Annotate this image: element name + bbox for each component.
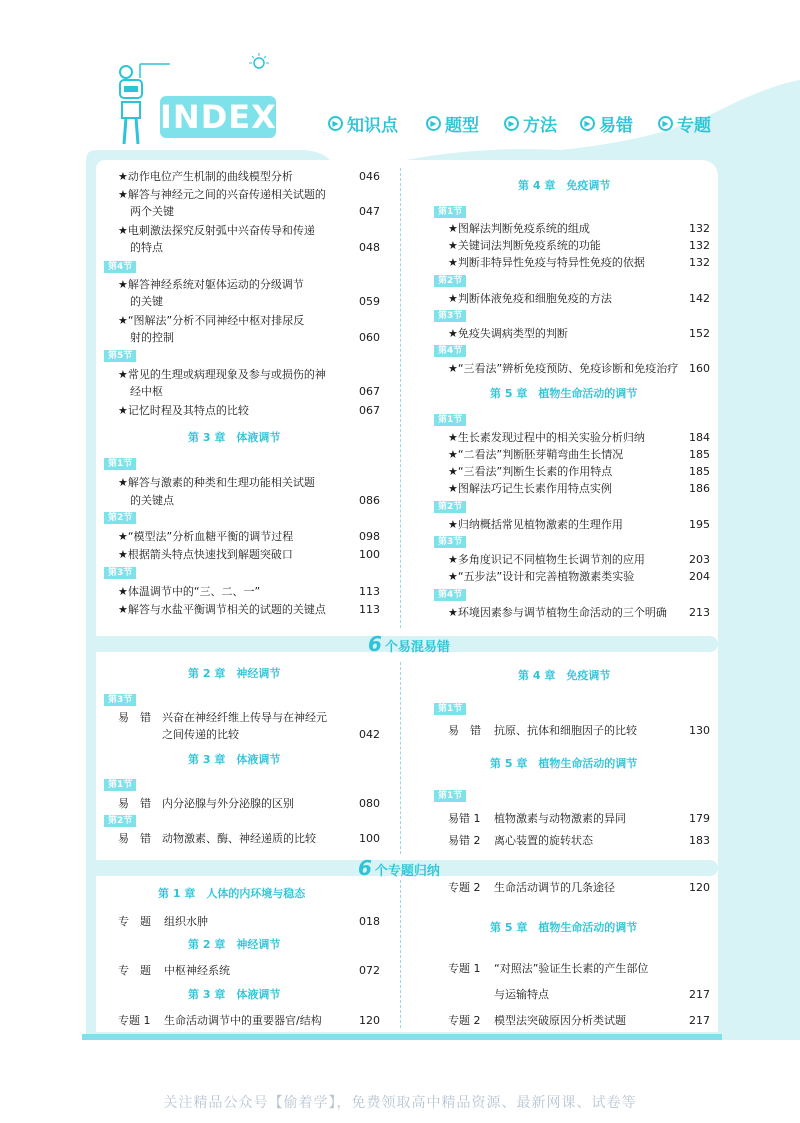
toc-entry[interactable]: “对照法”验证生长素的产生部位 [494, 962, 649, 975]
toc-entry-cont: 射的控制 [130, 331, 174, 344]
toc-entry[interactable]: ★解答与水盐平衡调节相关的试题的关键点 [118, 603, 326, 616]
page-number: 195 [689, 518, 710, 531]
page-number: 120 [689, 881, 710, 894]
page-number: 046 [359, 170, 380, 183]
toc-entry[interactable]: ★多角度识记不同植物生长调节剂的应用 [448, 553, 645, 566]
page-number: 060 [359, 331, 380, 344]
toc-entry[interactable]: ★体温调节中的“三、二、一” [118, 585, 261, 598]
band-title [358, 856, 440, 880]
lightbulb-icon [248, 52, 270, 74]
page-number: 120 [359, 1014, 380, 1027]
page-number: 184 [689, 431, 710, 444]
toc-entry-cont: 的特点 [130, 241, 163, 254]
nav-item-topic[interactable] [658, 112, 711, 134]
toc-entry[interactable]: 抗原、抗体和细胞因子的比较 [494, 724, 637, 737]
page-number: 204 [689, 570, 710, 583]
toc-entry[interactable]: ★图解法巧记生长素作用特点实例 [448, 482, 612, 495]
page-number: 213 [689, 606, 710, 619]
entry-tag: 专 题 [118, 915, 151, 928]
nav-label: 方法 [523, 115, 557, 136]
chapter-heading: 第 2 章 神经调节 [188, 938, 281, 951]
toc-entry[interactable]: ★环境因素参与调节植物生命活动的三个明确 [448, 606, 667, 619]
chapter-heading: 第 4 章 免疫调节 [518, 669, 611, 682]
toc-entry[interactable]: ★解答与激素的种类和生理功能相关试题 [118, 476, 315, 489]
entry-tag: 易 错 [118, 797, 151, 810]
toc-entry[interactable]: 模型法突破原因分析类试题 [494, 1014, 626, 1027]
play-circle-icon: ▶ [580, 116, 595, 131]
page-number: 113 [359, 585, 380, 598]
section-tag: 第2节 [104, 512, 136, 524]
toc-entry[interactable]: ★“三看法”辨析免疫预防、免疫诊断和免疫治疗 [448, 362, 679, 375]
nav-item-question-type[interactable] [426, 112, 479, 134]
entry-tag: 易 错 [448, 724, 481, 737]
chapter-heading: 第 5 章 植物生命活动的调节 [490, 387, 638, 400]
band-number: 6 [368, 632, 382, 656]
toc-entry[interactable]: ★判断非特异性免疫与特异性免疫的依据 [448, 256, 645, 269]
toc-entry[interactable]: ★常见的生理或病理现象及参与或损伤的神 [118, 368, 326, 381]
page-number: 130 [689, 724, 710, 737]
page-number: 100 [359, 548, 380, 561]
nav-label: 知识点 [347, 115, 398, 136]
section-band-topics [90, 856, 718, 880]
toc-entry[interactable]: 生命活动调节的几条途径 [494, 881, 615, 894]
page-number: 179 [689, 812, 710, 825]
section-tag: 第1节 [434, 790, 466, 802]
page-number: 042 [359, 728, 380, 741]
toc-entry[interactable]: ★根据箭头特点快速找到解题突破口 [118, 548, 293, 561]
page-number: 067 [359, 404, 380, 417]
toc-entry[interactable]: ★记忆时程及其特点的比较 [118, 404, 249, 417]
chapter-heading: 第 3 章 体液调节 [188, 431, 281, 444]
chapter-heading: 第 3 章 体液调节 [188, 988, 281, 1001]
page-number: 217 [689, 988, 710, 1001]
toc-entry[interactable]: 生命活动调节中的重要器官/结构 [164, 1014, 322, 1027]
toc-entry[interactable]: ★判断体液免疫和细胞免疫的方法 [448, 292, 612, 305]
nav-label: 专题 [677, 115, 711, 136]
toc-entry[interactable]: 内分泌腺与外分泌腺的区别 [162, 797, 294, 810]
play-circle-icon: ▶ [426, 116, 441, 131]
page-number: 142 [689, 292, 710, 305]
section-tag: 第1节 [434, 414, 466, 426]
chapter-heading: 第 2 章 神经调节 [188, 667, 281, 680]
page-number: 048 [359, 241, 380, 254]
toc-entry-cont: 的关键 [130, 295, 163, 308]
page-number: 132 [689, 256, 710, 269]
nav-item-knowledge[interactable] [328, 112, 398, 134]
toc-entry[interactable]: ★动作电位产生机制的曲线模型分析 [118, 170, 293, 183]
page-number: 086 [359, 494, 380, 507]
entry-tag: 专题 1 [118, 1014, 151, 1027]
nav-label: 易错 [599, 115, 633, 136]
toc-entry-cont: 两个关键 [130, 205, 174, 218]
toc-entry[interactable]: 兴奋在神经纤维上传导与在神经元 [162, 711, 327, 724]
page-number: 072 [359, 964, 380, 977]
toc-entry[interactable]: ★归纳概括常见植物激素的生理作用 [448, 518, 623, 531]
play-circle-icon: ▶ [504, 116, 519, 131]
toc-entry[interactable]: ★“图解法”分析不同神经中枢对排尿反 [118, 314, 305, 327]
toc-entry-cont: 与运输特点 [494, 988, 549, 1001]
section-tag: 第5节 [104, 350, 136, 362]
entry-tag: 易错 1 [448, 812, 481, 825]
section-tag: 第4节 [104, 261, 136, 273]
index-title: INDEX [160, 98, 277, 136]
section-tag: 第4节 [434, 589, 466, 601]
column-divider [400, 662, 402, 854]
section-tag: 第1节 [104, 458, 136, 470]
section-tag: 第3节 [104, 694, 136, 706]
chapter-heading: 第 3 章 体液调节 [188, 753, 281, 766]
entry-tag: 易错 2 [448, 834, 481, 847]
entry-tag: 专 题 [118, 964, 151, 977]
entry-tag: 易 错 [118, 711, 151, 724]
page-number: 100 [359, 832, 380, 845]
entry-tag: 专题 1 [448, 962, 481, 975]
section-tag: 第4节 [434, 345, 466, 357]
section-tag: 第1节 [434, 703, 466, 715]
column-divider [400, 168, 402, 628]
entry-tag: 专题 2 [448, 881, 481, 894]
section-tag: 第2节 [434, 501, 466, 513]
toc-entry[interactable]: 中枢神经系统 [164, 964, 230, 977]
toc-entry[interactable]: ★“五步法”设计和完善植物激素类实验 [448, 570, 635, 583]
chapter-heading: 第 1 章 人体的内环境与稳态 [158, 887, 306, 900]
column-divider [400, 880, 402, 1028]
page-number: 047 [359, 205, 380, 218]
nav-label: 题型 [445, 115, 479, 136]
toc-entry[interactable]: ★电刺激法探究反射弧中兴奋传导和传递 [118, 224, 315, 237]
section-tag: 第3节 [434, 310, 466, 322]
toc-entry[interactable]: 植物激素与动物激素的异同 [494, 812, 626, 825]
nav-item-error[interactable] [580, 112, 633, 134]
page-number: 067 [359, 385, 380, 398]
section-tag: 第1节 [434, 206, 466, 218]
section-tag: 第2节 [104, 815, 136, 827]
toc-entry-cont: 的关键点 [130, 494, 174, 507]
toc-entry[interactable]: 离心装置的旋转状态 [494, 834, 593, 847]
chapter-heading: 第 5 章 植物生命活动的调节 [490, 757, 638, 770]
toc-entry[interactable]: 动物激素、酶、神经递质的比较 [162, 832, 316, 845]
chapter-heading: 第 4 章 免疫调节 [518, 179, 611, 192]
band-number: 6 [358, 856, 372, 880]
page-number: 185 [689, 448, 710, 461]
toc-entry[interactable]: ★“二看法”判断胚芽鞘弯曲生长情况 [448, 448, 624, 461]
page-number: 217 [689, 1014, 710, 1027]
footer-watermark: 关注精品公众号【偷着学】，免费领取高中精品资源、最新网课、试卷等 [163, 1095, 637, 1111]
entry-tag: 易 错 [118, 832, 151, 845]
page-number: 186 [689, 482, 710, 495]
chapter-heading: 第 5 章 植物生命活动的调节 [490, 921, 638, 934]
page-number: 059 [359, 295, 380, 308]
section-tag: 第2节 [434, 275, 466, 287]
toc-entry[interactable]: ★免疫失调病类型的判断 [448, 327, 568, 340]
page-number: 018 [359, 915, 380, 928]
toc-entry[interactable]: ★生长素发现过程中的相关实验分析归纳 [448, 431, 645, 444]
section-tag: 第3节 [104, 567, 136, 579]
header [0, 0, 800, 150]
play-circle-icon: ▶ [658, 116, 673, 131]
band-title [368, 632, 450, 656]
toc-entry-cont: 之间传递的比较 [162, 728, 239, 741]
section-tag: 第1节 [104, 779, 136, 791]
page-number: 132 [689, 239, 710, 252]
toc-entry-cont: 经中枢 [130, 385, 163, 398]
entry-tag: 专题 2 [448, 1014, 481, 1027]
page-number: 152 [689, 327, 710, 340]
page-number: 132 [689, 222, 710, 235]
toc-entry[interactable]: ★图解法判断免疫系统的组成 [448, 222, 590, 235]
toc-entry[interactable]: 组织水肿 [164, 915, 208, 928]
page-number: 160 [689, 362, 710, 375]
toc-entry[interactable]: ★解答与神经元之间的兴奋传递相关试题的 [118, 188, 326, 201]
section-tag: 第3节 [434, 536, 466, 548]
nav-item-method[interactable] [504, 112, 557, 134]
toc-entry[interactable]: ★“模型法”分析血糖平衡的调节过程 [118, 530, 294, 543]
band-label: 个专题归纳 [374, 864, 440, 879]
page-number: 080 [359, 797, 380, 810]
page-number: 113 [359, 603, 380, 616]
toc-entry[interactable]: ★解答神经系统对躯体运动的分级调节 [118, 278, 304, 291]
page-number: 098 [359, 530, 380, 543]
toc-entry[interactable]: ★关键词法判断免疫系统的功能 [448, 239, 601, 252]
band-label: 个易混易错 [384, 640, 450, 655]
play-circle-icon: ▶ [328, 116, 343, 131]
page-number: 185 [689, 465, 710, 478]
toc-entry[interactable]: ★“三看法”判断生长素的作用特点 [448, 465, 613, 478]
page-number: 183 [689, 834, 710, 847]
page-number: 203 [689, 553, 710, 566]
section-band-mistakes [90, 632, 718, 656]
